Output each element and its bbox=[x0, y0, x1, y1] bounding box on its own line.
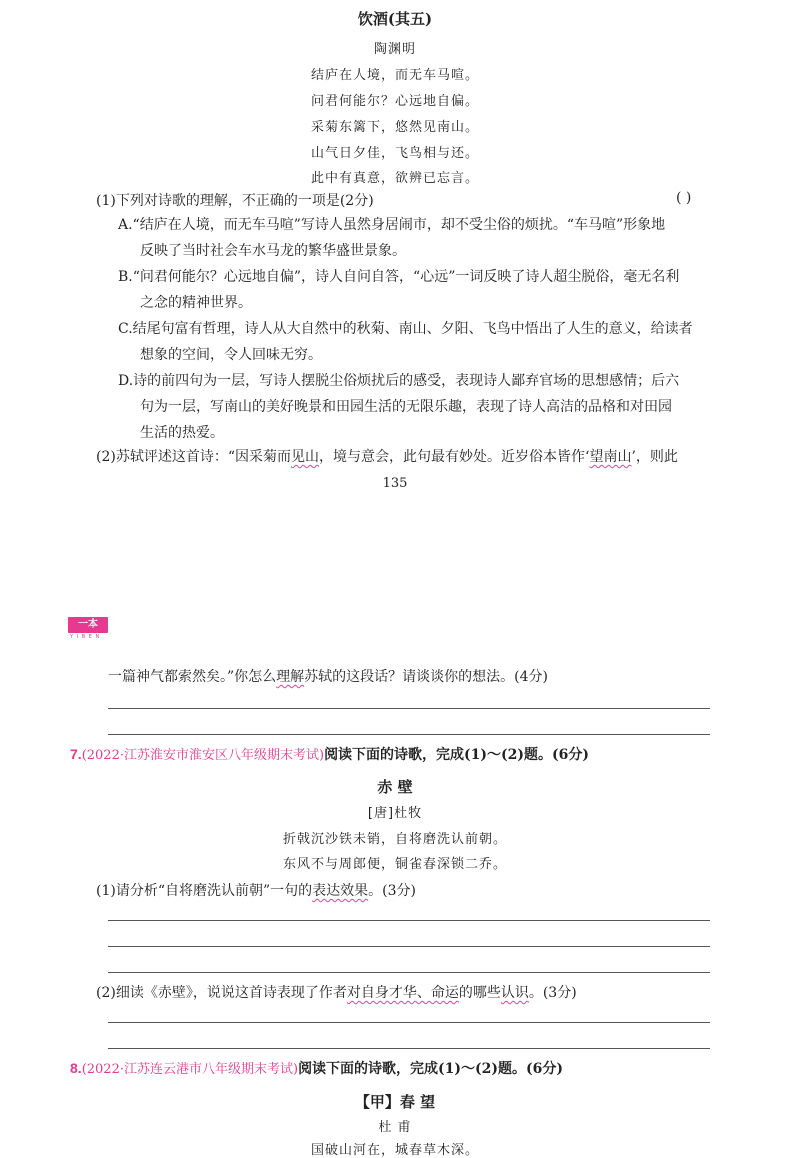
page-number: 135 bbox=[382, 476, 408, 491]
question-2-continued: 一篇神气都索然矣。”你怎么理解苏轼的这段话？请谈谈你的想法。(4分) bbox=[108, 669, 549, 685]
answer-line[interactable] bbox=[108, 946, 710, 947]
question-stem: (1)下列对诗歌的理解，不正确的一项是(2分) bbox=[96, 193, 374, 209]
question-8-header: 8.(2022·江苏连云港市八年级期末考试)阅读下面的诗歌，完成(1)～(2)题。(6分) bbox=[70, 1060, 564, 1077]
answer-line[interactable] bbox=[108, 972, 710, 973]
poem-title: 赤 壁 bbox=[377, 778, 413, 796]
poem-author: 杜 甫 bbox=[378, 1120, 412, 1135]
option-d[interactable]: D.诗的前四句为一层，写诗人摆脱尘俗烦扰后的感受，表现诗人鄙弃官场的思想感情；后六 句为一层，写南山的美好晚景和田园生活的无限乐趣，表现了诗人高洁的品格和对田园 生活的热爱。 bbox=[118, 373, 680, 441]
question-7-1: (1)请分析“自将磨洗认前朝”一句的表达效果。(3分) bbox=[96, 883, 416, 899]
poem-author: [唐]杜牧 bbox=[367, 806, 423, 821]
option-b[interactable]: B.“问君何能尔？心远地自偏”，诗人自问自答，“心远”一词反映了诗人超尘脱俗，毫无名利 之念的精神世界。 bbox=[118, 269, 680, 311]
poem-line: 问君何能尔？心远地自偏。 bbox=[310, 94, 479, 109]
poem-line: 结庐在人境，而无车马喧。 bbox=[310, 68, 479, 83]
answer-line[interactable] bbox=[108, 734, 710, 735]
brand-logo-sub: Y I B E N bbox=[70, 634, 101, 640]
poem-title: 饮酒(其五) bbox=[357, 10, 433, 28]
poem-line: 国破山河在，城春草木深。 bbox=[310, 1143, 479, 1158]
poem-line: 此中有真意，欲辨已忘言。 bbox=[310, 171, 479, 186]
poem-author: 陶渊明 bbox=[373, 42, 416, 57]
answer-line[interactable] bbox=[108, 1022, 710, 1023]
poem-line: 折戟沉沙铁未销，自将磨洗认前朝。 bbox=[282, 832, 507, 847]
poem-line: 山气日夕佳，飞鸟相与还。 bbox=[310, 146, 479, 161]
poem-line: 东风不与周郎便，铜雀春深锁二乔。 bbox=[282, 857, 507, 872]
brand-logo: 一本 bbox=[68, 617, 108, 633]
answer-line[interactable] bbox=[108, 920, 710, 921]
poem-line: 采菊东篱下，悠然见南山。 bbox=[310, 120, 479, 135]
option-a[interactable]: A.“结庐在人境，而无车马喧”写诗人虽然身居闹市，却不受尘俗的烦扰。“车马喧”形象地 反映了当时社会车水马龙的繁华盛世景象。 bbox=[118, 217, 666, 259]
option-c[interactable]: C.结尾句富有哲理，诗人从大自然中的秋菊、南山、夕阳、飞鸟中悟出了人生的意义，给读者 想象的空间，令人回味无穷。 bbox=[118, 321, 693, 363]
question-7-2: (2)细读《赤壁》，说说这首诗表现了作者对自身才华、命运的哪些认识。(3分) bbox=[96, 985, 577, 1001]
poem-title: 【甲】春 望 bbox=[354, 1093, 436, 1111]
question-7-header: 7.(2022·江苏淮安市淮安区八年级期末考试)阅读下面的诗歌，完成(1)～(2)题。(6分) bbox=[70, 746, 590, 763]
answer-bracket[interactable]: ( ) bbox=[676, 190, 692, 206]
question-2-line: (2)苏轼评述这首诗：“因采菊而见山，境与意会，此句最有妙处。近岁俗本皆作‘望南山’，则此 bbox=[96, 449, 678, 465]
answer-line[interactable] bbox=[108, 1048, 710, 1049]
answer-line[interactable] bbox=[108, 708, 710, 709]
